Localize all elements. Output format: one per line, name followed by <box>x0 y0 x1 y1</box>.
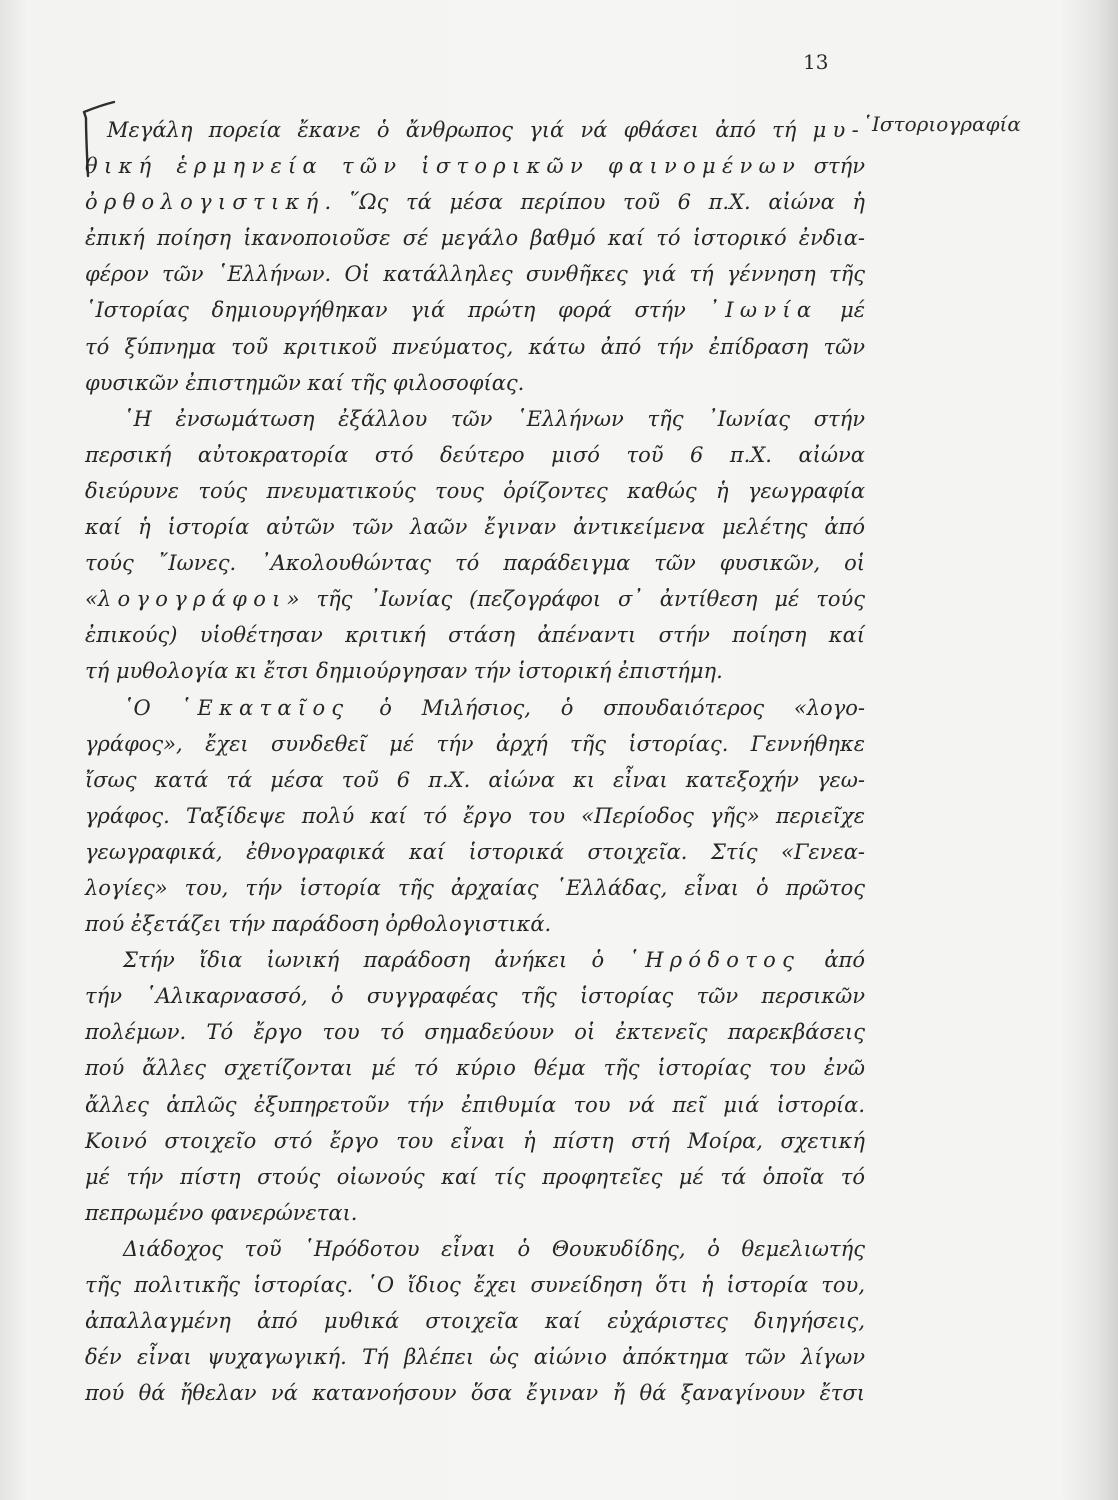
text-line: δέν εἶναι ψυχαγωγική. Τή βλέπει ὡς αἰώνιο ἀπόκτημα τῶν λίγων <box>85 1345 865 1370</box>
text-line: θική ἑρμηνεία τῶν ἱστορικῶν φαινομένων στήν <box>85 154 865 179</box>
text-line: πεπρωμένο φανερώνεται. <box>85 1200 358 1225</box>
text-line: μέ τήν πίστη στούς οἰωνούς καί τίς προφητεῖες μέ τά ὁποῖα τό <box>85 1164 865 1189</box>
body-text <box>85 112 865 1411</box>
text-line: ἀπαλλαγμένη ἀπό μυθικά στοιχεῖα καί εὐχάριστες διηγήσεις, <box>85 1309 865 1334</box>
text-line: Μεγάλη πορεία ἔκανε ὁ ἄνθρωπος γιά νά φθάσει ἀπό τή μυ- <box>107 118 865 142</box>
text-line: ἐπική ποίηση ἱκανοποιοῦσε σέ μεγάλο βαθμό καί τό ἱστορικό ἐνδια- <box>85 226 865 251</box>
letterspaced-emphasis: ὀρθολογιστική <box>85 190 325 215</box>
text-line: ῾Ο ῾Εκαταῖος ὁ Μιλήσιος, ὁ σπουδαιότερος «λογο- <box>123 695 865 720</box>
text-line: καί ἡ ἱστορία αὐτῶν τῶν λαῶν ἔγιναν ἀντικείμενα μελέτης ἀπό <box>85 515 865 540</box>
text-line: ἴσως κατά τά μέσα τοῦ 6 π.Χ. αἰώνα κι εἶναι κατεξοχήν γεω- <box>85 767 865 792</box>
text-line: τῆς πολιτικῆς ἱστορίας. ῾Ο ἴδιος ἔχει συνείδηση ὅτι ἡ ἱστορία του, <box>85 1273 865 1297</box>
text-line: τούς ῎Ιωνες. ᾿Ακολουθώντας τό παράδειγμα τῶν φυσικῶν, οἱ <box>85 551 865 576</box>
text-line: πού θά ἤθελαν νά κατανοήσουν ὅσα ἔγιναν ἤ θά ξαναγίνουν ἔτσι <box>85 1381 865 1406</box>
text-line: Κοινό στοιχεῖο στό ἔργο του εἶναι ἡ πίστη στή Μοίρα, σχετική <box>85 1128 865 1153</box>
text-line: φέρον τῶν ῾Ελλήνων. Οἱ κατάλληλες συνθῆκες γιά τή γέννηση τῆς <box>85 262 865 287</box>
text-line: ῾Η ἐνσωμάτωση ἐξάλλου τῶν ῾Ελλήνων τῆς ᾿Ιωνίας στήν <box>123 406 865 431</box>
text-line: ῾Ιστορίας δημιουργήθηκαν γιά πρώτη φορά στήν ᾿Ιωνία μέ <box>85 298 865 323</box>
text-line: Διάδοχος τοῦ ῾Ηρόδοτου εἶναι ὁ Θουκυδίδης, ὁ θεμελιωτής <box>123 1236 865 1261</box>
page-number: 13 <box>803 50 829 74</box>
text-line: φυσικῶν ἐπιστημῶν καί τῆς φιλοσοφίας. <box>85 370 525 395</box>
text-line: ἐπικούς) υἱοθέτησαν κριτική στάση ἀπέναντι στήν ποίηση καί <box>85 623 865 648</box>
letterspaced-emphasis: θική ἑρμηνεία τῶν ἱστορικῶν φαινομένων <box>85 154 802 179</box>
text-line: Στήν ἴδια ἰωνική παράδοση ἀνήκει ὁ ῾Ηρόδοτος ἀπό <box>123 948 865 973</box>
text-line: λογίες» του, τήν ἱστορία τῆς ἀρχαίας ῾Ελλάδας, εἶναι ὁ πρῶτος <box>85 875 865 900</box>
text-line: ἄλλες ἁπλῶς ἐξυπηρετοῦν τήν ἐπιθυμία του νά πεῖ μιά ἱστορία. <box>85 1092 865 1117</box>
paragraph <box>85 112 865 401</box>
text-line: γράφος», ἔχει συνδεθεῖ μέ τήν ἀρχή τῆς ἱστορίας. Γεννήθηκε <box>85 731 865 756</box>
text-line: ὀρθολογιστική. ῞Ως τά μέσα περίπου τοῦ 6 π.Χ. αἰώνα ἡ <box>85 190 865 215</box>
text-line: τή μυθολογία κι ἔτσι δημιούργησαν τήν ἱστορική ἐπιστήμη. <box>85 659 723 684</box>
paragraph <box>85 690 865 943</box>
text-line: τό ξύπνημα τοῦ κριτικοῦ πνεύματος, κάτω ἀπό τήν ἐπίδραση τῶν <box>85 334 865 359</box>
letterspaced-emphasis: ῾Εκαταῖος <box>180 695 350 720</box>
text-line: διεύρυνε τούς πνευματικούς τους ὁρίζοντες καθώς ἡ γεωγραφία <box>85 478 865 503</box>
text-line: τήν ῾Αλικαρνασσό, ὁ συγγραφέας τῆς ἱστορίας τῶν περσικῶν <box>85 984 865 1009</box>
letterspaced-emphasis: ῾Ηρόδοτος <box>628 948 801 973</box>
paragraph <box>85 942 865 1231</box>
paragraph <box>85 401 865 690</box>
letterspaced-emphasis: μυ- <box>812 118 865 142</box>
text-line: γράφος. Ταξίδεψε πολύ καί τό ἔργο του «Περίοδος γῆς» περιεῖχε <box>85 803 865 828</box>
text-line: περσική αὐτοκρατορία στό δεύτερο μισό τοῦ 6 π.Χ. αἰώνα <box>85 442 865 467</box>
text-line: πού ἐξετάζει τήν παράδοση ὀρθολογιστικά. <box>85 912 552 937</box>
text-line: πολέμων. Τό ἔργο του τό σημαδεύουν οἱ ἐκτενεῖς παρεκβάσεις <box>85 1020 865 1045</box>
letterspaced-emphasis: ᾿Ιωνία <box>708 298 818 323</box>
text-line: γεωγραφικά, ἐθνογραφικά καί ἱστορικά στοιχεῖα. Στίς «Γενεα- <box>85 839 865 864</box>
letterspaced-emphasis: λογογράφοι <box>97 587 287 612</box>
margin-note: ῾Ιστοριογραφία <box>862 112 1021 136</box>
text-line: πού ἄλλες σχετίζονται μέ τό κύριο θέμα τῆς ἱστορίας του ἐνῶ <box>85 1056 865 1081</box>
text-line: «λογογράφοι» τῆς ᾿Ιωνίας (πεζογράφοι σ᾿ ἀντίθεση μέ τούς <box>85 587 865 612</box>
paragraph <box>85 1231 865 1411</box>
